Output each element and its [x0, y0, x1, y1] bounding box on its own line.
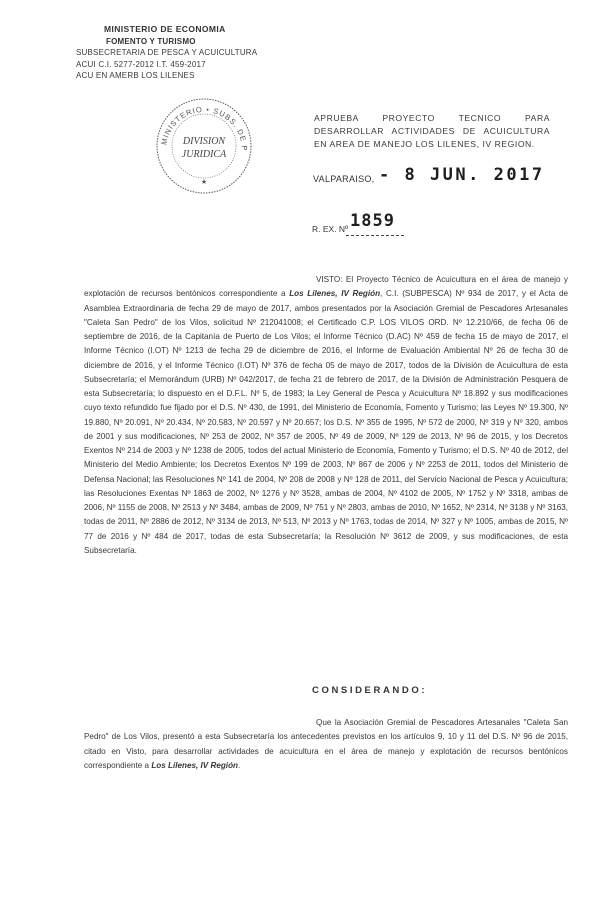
letterhead-ministry: MINISTERIO DE ECONOMIA — [104, 24, 226, 34]
visto-text-part2: , C.I. (SUBPESCA) Nº 934 de 2017, y el Acta de Asamblea Extraordinaria de fecha 29 de mayo de 2017, ambos presentados por la Asociación Gremial de Pescadores Artesanales "Caleta San Pedro" de los Vilos, solicitud Nº 212041008; el Certificado C.P. LOS VILOS ORD. Nº 12.210/66, de fecha 06 de septiembre de 2016, de la Capitanía de Puerto de Los Vilos; el Informe Técnico (D.AC) Nº 459 de fecha 15 de mayo de 2017, el Informe Técnico (I.OT) Nº 1213 de fecha 29 de diciembre de 2016, el Informe de Evaluación Ambiental Nº 26 de fecha 30 de diciembre de 2016, y el Informe Técnico (I.OT) Nº 376 de fecha 05 de mayo de 2017, todos de la División de Acuicultura de esta Subsecretaría; el Memorándum (URB) Nº 042/2017, de fecha 21 de febrero de 2017, de la División de Administración Pesquera de esta Subsecretaría; lo dispuesto en el D.F.L. Nº 5, de 1983; la Ley General de Pesca y Acuicultura Nº 18.892 y sus modificaciones cuyo texto refundido fue fijado por el D.S. Nº 430, de 1991, del Ministerio de Economía, Fomento y Turismo; las Leyes Nº 19.300, Nº 19.880, Nº 20.091, Nº 20.434, Nº 20.583, Nº 20.597 y Nº 20.657; los D.S. Nº 355 de 1995, Nº 572 de 2000, Nº 319 y Nº 320, ambos de 2001 y sus modificaciones, Nº 253 de 2002, Nº 357 de 2005, Nº 49 de 2009, Nº 129 de 2013, Nº 96 de 2015, y los Decretos Exentos Nº 214 de 2003 y Nº 1238 de 2005, todos del actual Ministerio de Economía, Fomento y Turismo; el D.S. Nº 40 de 2012, del Ministerio del Medio Ambiente; los Decretos Exentos Nº 199 de 2003, Nº 867 de 2006 y Nº 2253 de 2011, todos del Ministerio de Defensa Nacional; las Resoluciones Nº 141 de 2004, Nº 208 de 2008 y Nº 128 de 2011, del Servicio Nacional de Pesca y Acuicultura; las Resoluciones Exentas Nº 1863 de 2002, Nº 1276 y Nº 3528, ambas de 2004, Nº 4102 de 2005, Nº 1752 y Nº 3318, ambas de 2006, Nº 1155 de 2008, Nº 2513 y Nº 3484, ambas de 2009, Nº 751 y Nº 2803, ambas de 2010, Nº 1652, Nº 2314, Nº 3138 y Nº 3163, todas de 2011, Nº 2886 de 2012, Nº 3134 de 2013, Nº 513, Nº 2013 y Nº 1763, todas de 2014, Nº 327 y Nº 1005, ambas de 2015, Nº 77 de 2016 y Nº 484 de 2017, todas de esta Subsecretaría; la Resolución Nº 3612 de 2009, y sus modificaciones, de esta Subsecretaría. — [84, 289, 568, 555]
considerando-text-part2: . — [238, 760, 241, 770]
resolution-number-line — [312, 211, 395, 234]
considerando-heading: CONSIDERANDO: — [312, 685, 428, 696]
visto-text-part1: VISTO: El Proyecto Técnico de Acuicultura en el área de manejo y explotación de recursos bentónicos correspondiente a — [84, 275, 568, 299]
stamp-center-line2: JURIDICA — [181, 149, 227, 160]
date-city: VALPARAISO, — [313, 174, 375, 184]
date-line — [313, 165, 545, 185]
considerando-text-part1: Que la Asociación Gremial de Pescadores Artesanales "Caleta San Pedro" de Los Vilos, presentó a esta Subsecretaría los antecedentes previstos en los artículos 9, 10 y 11 del D.S. Nº 96 de 2015, citado en Visto, para desarrollar actividades de acuicultura en el área de manejo y explotación de recursos bentónicos correspondiente a — [84, 718, 568, 770]
date-stamp: - 8 JUN. 2017 — [379, 165, 545, 185]
letterhead-subsecretaria: SUBSECRETARIA DE PESCA Y ACUICULTURA — [76, 48, 258, 57]
considerando-paragraph — [84, 716, 568, 773]
visto-place: Los Lilenes, IV Región — [289, 289, 381, 299]
letterhead-subject-code: ACU EN AMERB LOS LILENES — [76, 71, 195, 80]
stamp-star-icon: ★ — [200, 178, 208, 186]
considerando-place: Los Lilenes, IV Región — [151, 760, 238, 770]
letterhead — [76, 24, 296, 82]
letterhead-reference: ACUI C.I. 5277-2012 I.T. 459-2017 — [76, 59, 206, 69]
stamp-graphic — [152, 94, 256, 198]
stamp-arc-text: MINISTERIO • SUBS. DE P — [159, 104, 250, 152]
resolution-number: 1859 — [350, 211, 395, 231]
visto-paragraph — [84, 273, 568, 558]
stamp-center-line1: DIVISION — [182, 136, 226, 147]
letterhead-fomento: FOMENTO Y TURISMO — [106, 36, 196, 46]
resolution-prefix: R. EX. Nº — [312, 224, 349, 234]
juridica-stamp — [152, 94, 256, 198]
resolution-underline — [346, 235, 404, 236]
resolution-summary: APRUEBA PROYECTO TECNICO PARA DESARROLLAR ACTIVIDADES DE ACUICULTURA EN AREA DE MANEJO LOS LILENES, IV REGION. — [314, 113, 550, 149]
